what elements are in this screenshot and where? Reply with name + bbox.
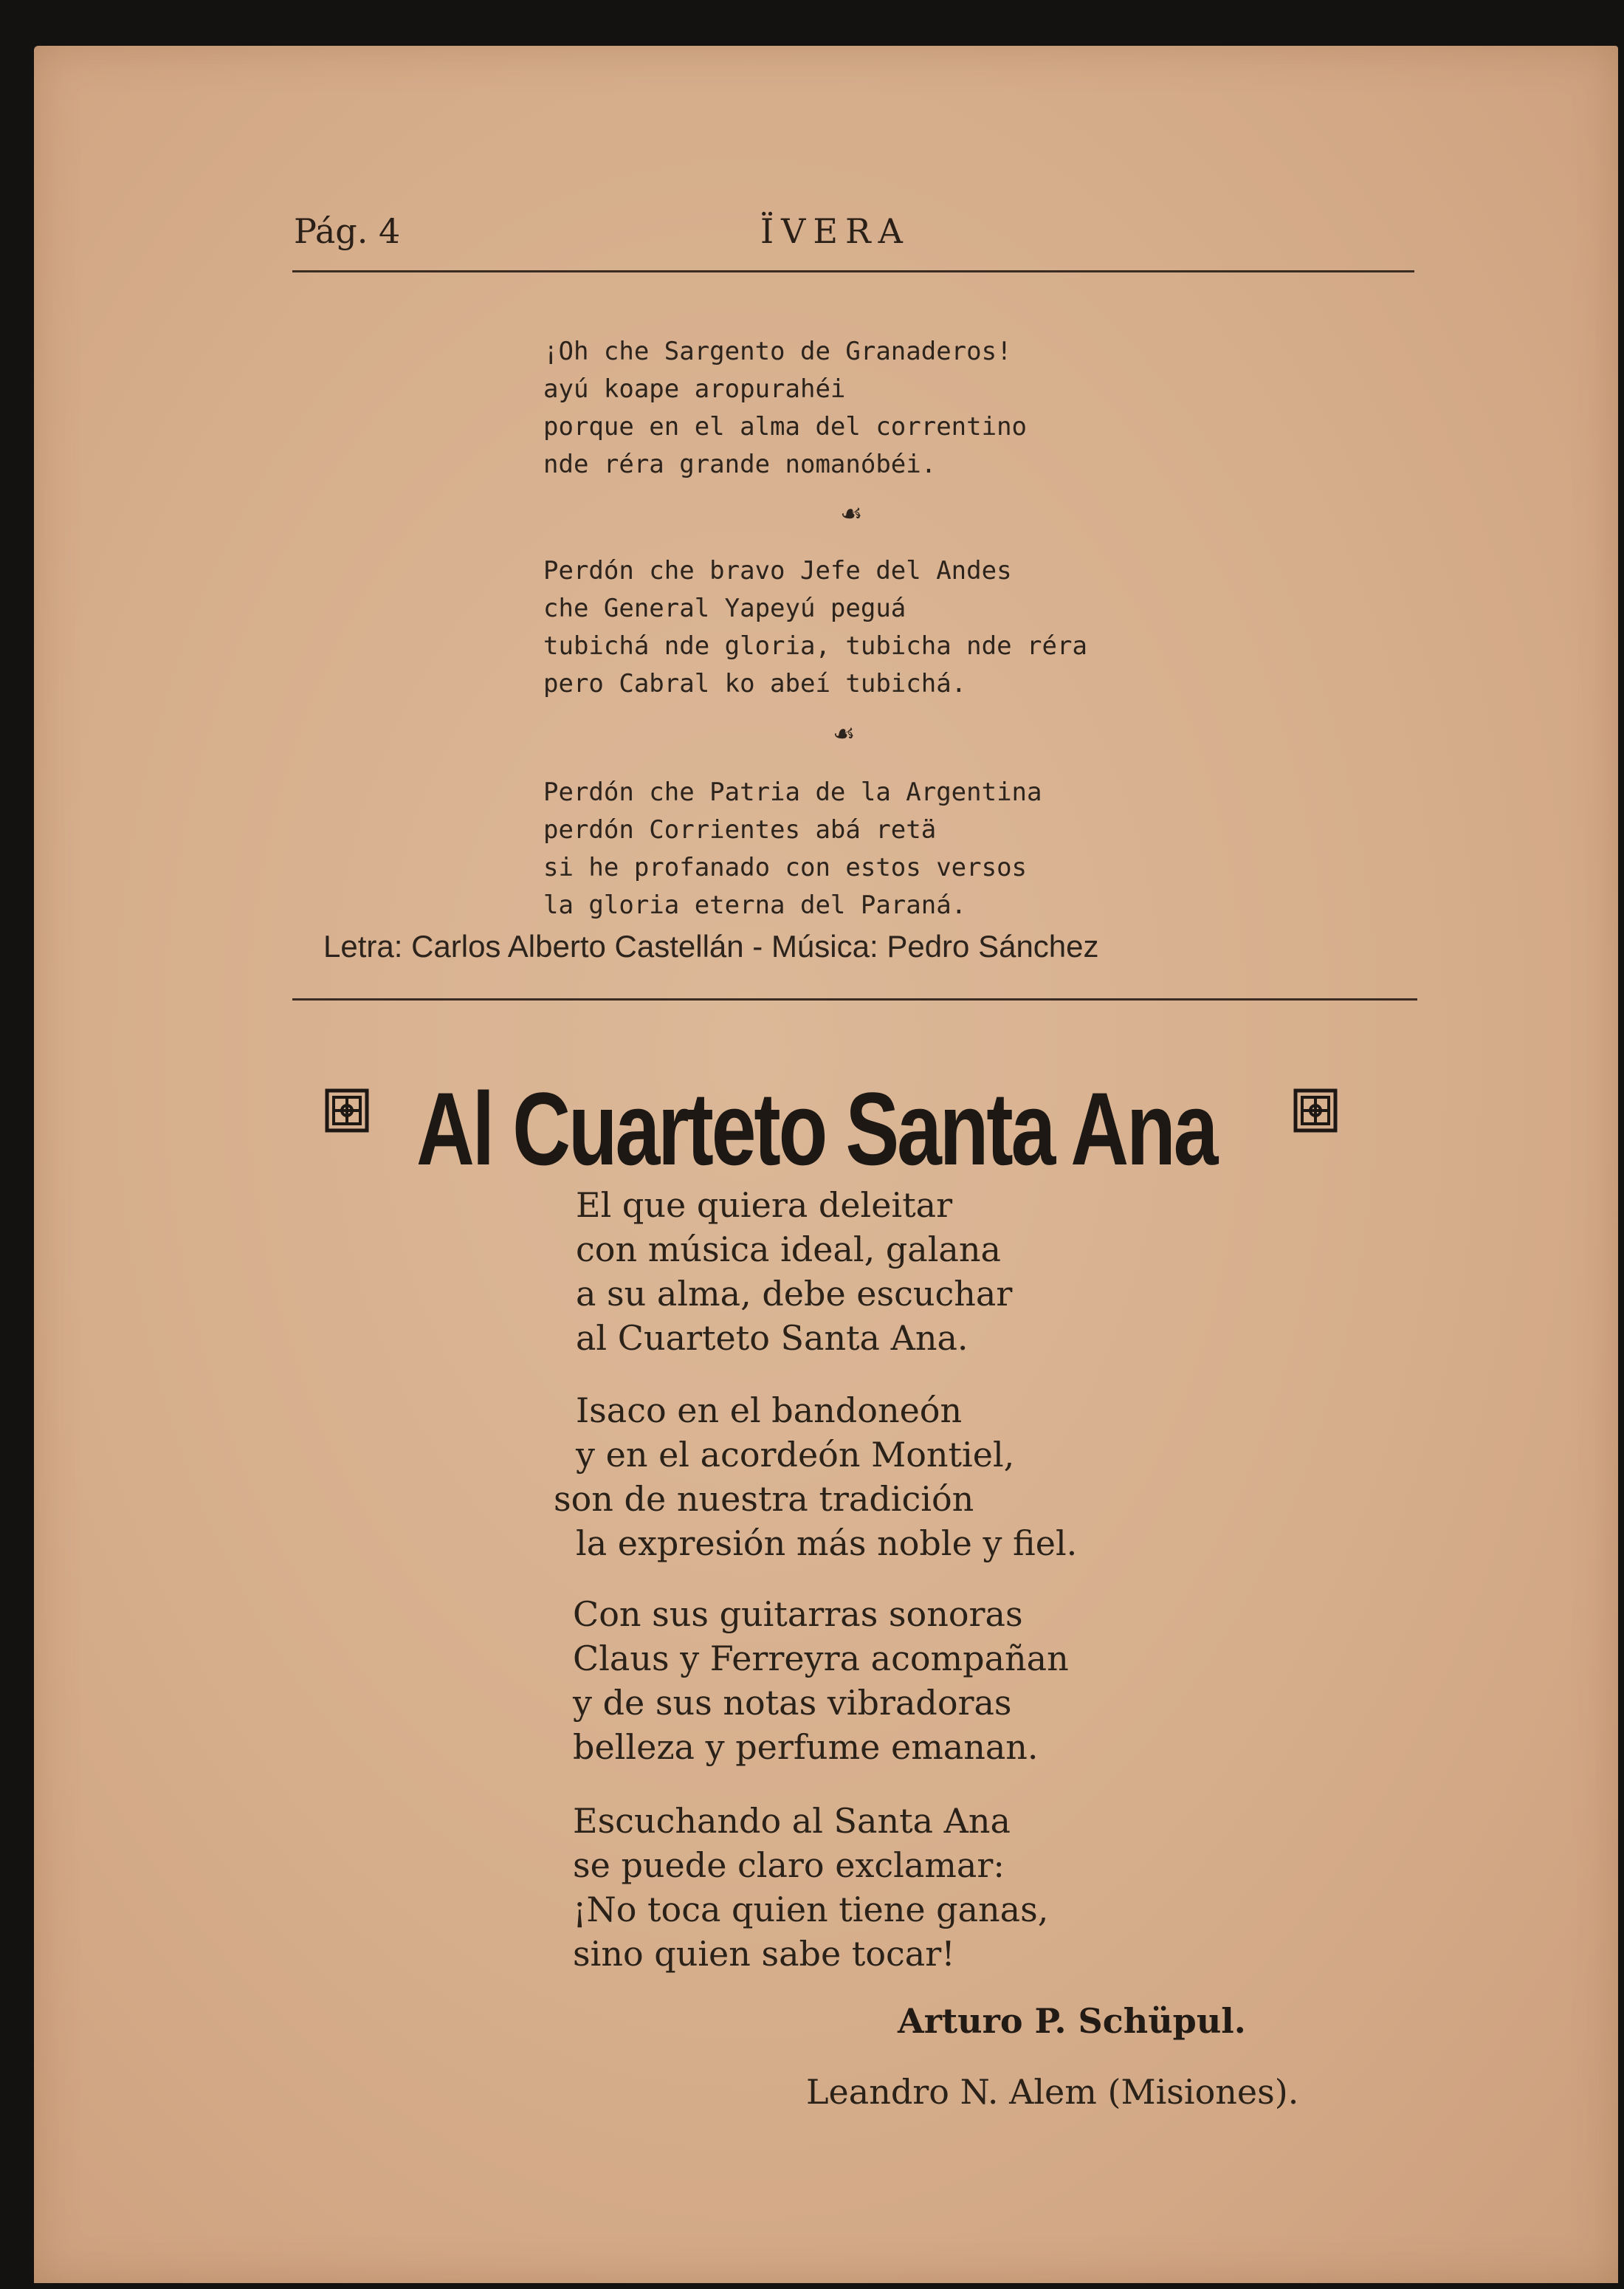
poem-stanza-1 — [576, 1183, 1012, 1360]
song-credit: Letra: Carlos Alberto Castellán - Música: Pedro Sánchez — [323, 929, 1099, 964]
poem-author: Arturo P. Schüpul. — [898, 2001, 1246, 2041]
poem-stanza-2 — [554, 1388, 1078, 1565]
poem-line: Escuchando al Santa Ana — [573, 1801, 1011, 1841]
poem-stanza-3 — [573, 1592, 1069, 1769]
song-stanza-2 — [543, 552, 1087, 703]
verse-line: nde réra grande nomanóbéi. — [543, 450, 937, 479]
poem-line: ¡No toca quien tiene ganas, — [573, 1890, 1049, 1929]
verse-line: porque en el alma del correntino — [543, 412, 1028, 442]
verse-line: la gloria eterna del Paraná. — [543, 890, 967, 920]
poem-line: la expresión más noble y fiel. — [576, 1523, 1078, 1563]
page-number: Pág. 4 — [294, 211, 401, 251]
poem-place: Leandro N. Alem (Misiones). — [806, 2072, 1299, 2112]
verse-line: pero Cabral ko abeí tubichá. — [543, 669, 967, 699]
poem-line: y de sus notas vibradoras — [573, 1683, 1012, 1723]
poem-line: Con sus guitarras sonoras — [573, 1594, 1023, 1634]
verse-line: che General Yapeyú peguá — [543, 594, 906, 623]
poem-title: Al Cuarteto Santa Ana — [416, 1071, 1217, 1187]
poem-line: y en el acordeón Montiel, — [576, 1435, 1015, 1475]
fleuron-icon: ☙ — [833, 719, 856, 749]
verse-line: Perdón che Patria de la Argentina — [543, 778, 1042, 807]
square-knot-ornament-icon — [325, 1088, 369, 1133]
magazine-title: ÏVERA — [760, 211, 910, 251]
song-stanza-3 — [543, 774, 1042, 924]
verse-line: ayú koape aropurahéi — [543, 374, 846, 404]
poem-line: son de nuestra tradición — [554, 1479, 974, 1519]
poem-line: con música ideal, galana — [576, 1229, 1001, 1269]
poem-line: El que quiera deleitar — [576, 1185, 953, 1225]
square-knot-ornament-icon — [1293, 1088, 1338, 1133]
section-rule — [292, 998, 1417, 1001]
verse-line: ¡Oh che Sargento de Granaderos! — [543, 337, 1012, 366]
header-rule — [292, 270, 1414, 272]
fleuron-icon: ☙ — [840, 499, 863, 529]
verse-line: Perdón che bravo Jefe del Andes — [543, 556, 1012, 586]
verse-line: perdón Corrientes abá retä — [543, 815, 937, 845]
poem-stanza-4 — [573, 1799, 1048, 1976]
poem-line: Claus y Ferreyra acompañan — [573, 1638, 1069, 1678]
poem-line: sino quien sabe tocar! — [573, 1934, 955, 1974]
poem-line: a su alma, debe escuchar — [576, 1274, 1013, 1314]
poem-line: se puede claro exclamar: — [573, 1845, 1005, 1885]
poem-line: belleza y perfume emanan. — [573, 1727, 1039, 1767]
poem-line: al Cuarteto Santa Ana. — [576, 1318, 968, 1358]
verse-line: tubichá nde gloria, tubicha nde réra — [543, 631, 1087, 661]
poem-line: Isaco en el bandoneón — [576, 1390, 963, 1430]
song-stanza-1 — [543, 333, 1027, 484]
verse-line: si he profanado con estos versos — [543, 853, 1028, 882]
